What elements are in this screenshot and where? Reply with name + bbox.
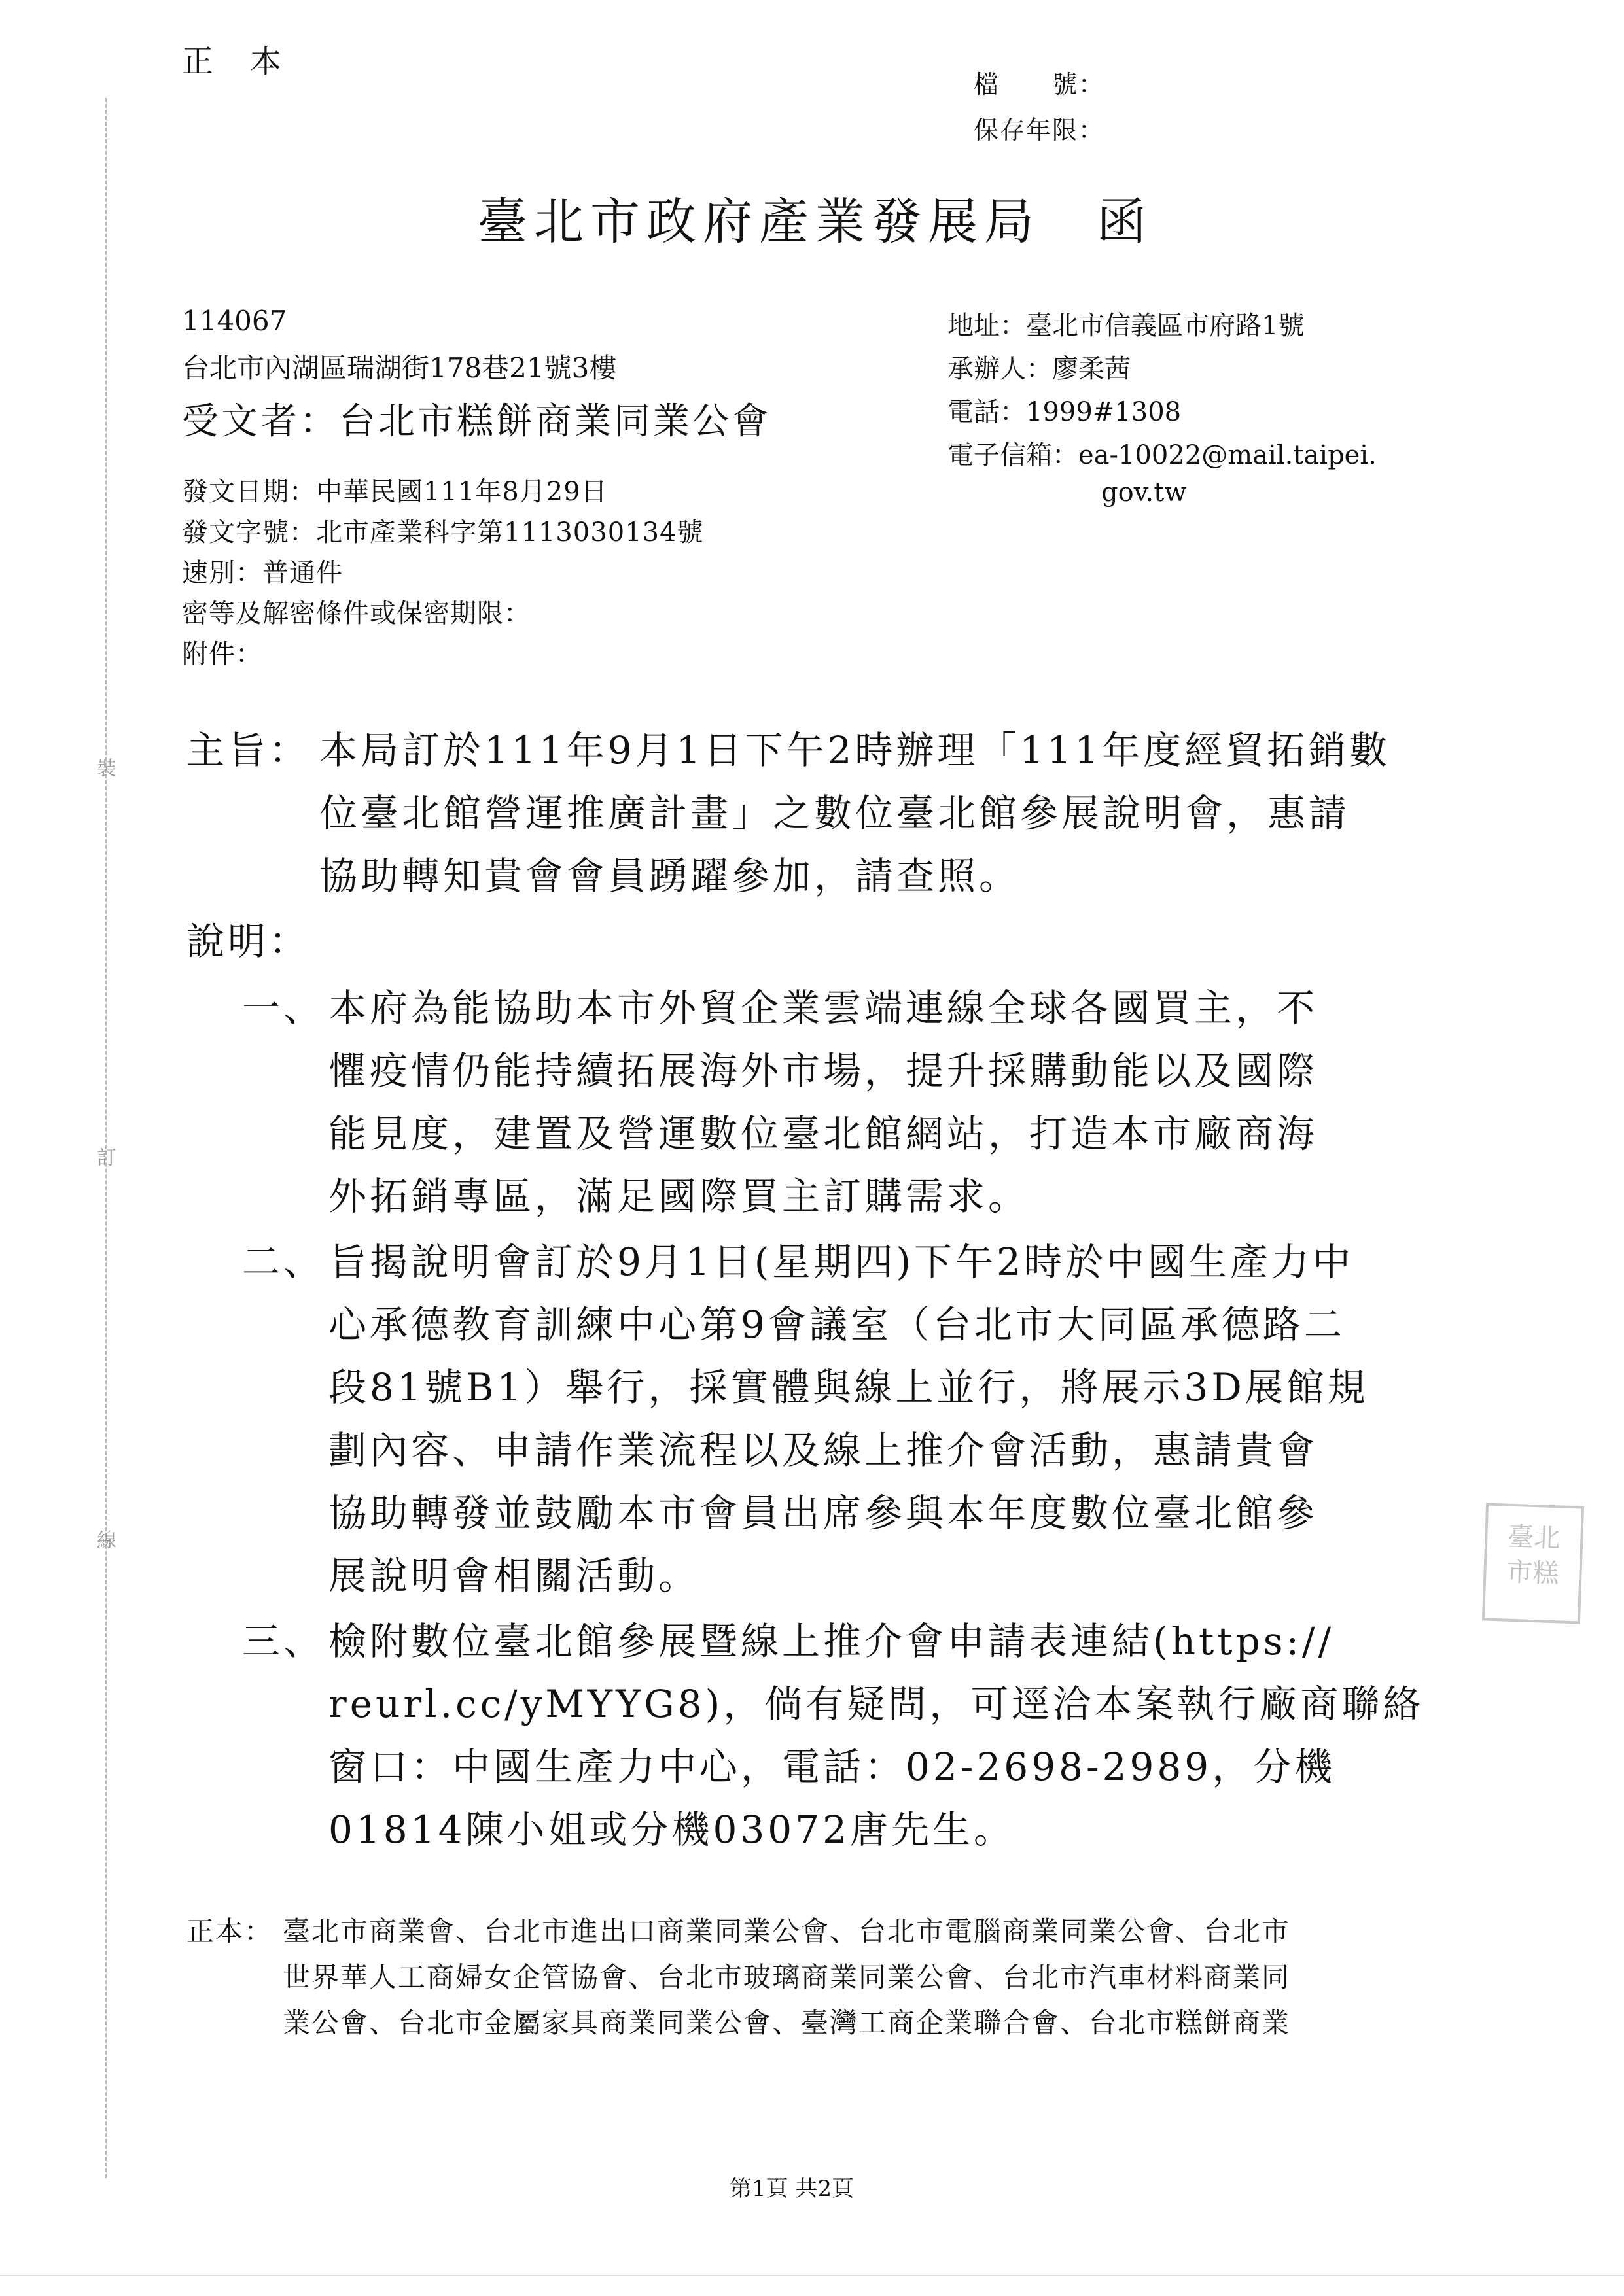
scan-edge-line [0,2275,1624,2276]
retention-period-label: 保存年限： [974,116,1105,145]
binding-line [105,98,107,2178]
item-line: 協助轉發並鼓勵本市會員出席參與本年度數位臺北館參 [328,1491,1318,1535]
issue-date: 發文日期：中華民國111年8月29日 [182,477,608,507]
subject-line: 位臺北館營運推廣計畫」之數位臺北館參展說明會，惠請 [319,791,1350,835]
item-line: 心承德教育訓練中心第9會議室（台北市大同區承德路二 [328,1302,1345,1347]
item-marker: 二、 [242,1240,325,1284]
cc-line: 世界華人工商婦女企管協會、台北市玻璃商業同業公會、台北市汽車材料商業同 [283,1961,1291,1993]
recipient-name: 受文者：台北市糕餅商業同業公會 [182,400,771,443]
officer-in-charge: 承辦人：廖柔茜 [947,354,1131,384]
item-line: 窗口：中國生產力中心，電話：02-2698-2989，分機 [328,1745,1336,1789]
sender-address: 地址：臺北市信義區市府路1號 [947,311,1305,341]
item-marker: 三、 [242,1619,325,1663]
item-line: 旨揭說明會訂於9月1日(星期四)下午2時於中國生產力中 [328,1240,1354,1284]
item-line: 檢附數位臺北館參展暨線上推介會申請表連結(https:// [328,1619,1335,1663]
cc-line: 業公會、台北市金屬家具商業同業公會、臺灣工商企業聯合會、台北市糕餅商業 [283,2007,1291,2039]
item-line: 展說明會相關活動。 [328,1554,700,1598]
explanation-label: 說明： [186,919,311,964]
subject-label: 主旨： [186,728,311,773]
item-line: 01814陳小姐或分機03072唐先生。 [328,1807,1015,1852]
item-line: 劃內容、申請作業流程以及線上推介會活動，惠請貴會 [328,1428,1318,1472]
sender-email-continued: gov.tw [1101,478,1187,508]
subject-line: 本局訂於111年9月1日下午2時辦理「111年度經貿拓銷數 [319,728,1391,773]
binding-mark-zhuang: 裝 [97,757,116,780]
sender-phone: 電話：1999#1308 [947,397,1182,427]
item-marker: 一、 [242,986,325,1030]
item-line: 外拓銷專區，滿足國際買主訂購需求。 [328,1174,1030,1219]
item-line: 能見度，建置及營運數位臺北館網站，打造本市廠商海 [328,1111,1318,1156]
item-line: reurl.cc/yMYYG8)，倘有疑問，可逕洽本案執行廠商聯絡 [328,1682,1424,1726]
faded-stamp: 臺北 市糕 [1482,1503,1584,1624]
item-line: 懼疫情仍能持續拓展海外市場，提升採購動能以及國際 [328,1049,1318,1093]
document-title: 臺北市政府產業發展局 函 [478,192,1153,251]
cc-line: 臺北市商業會、台北市進出口商業同業公會、台北市電腦商業同業公會、台北市 [283,1915,1291,1947]
recipient-address: 台北市內湖區瑞湖街178巷21號3樓 [182,352,617,384]
sender-email: 電子信箱：ea-10022@mail.taipei. [947,440,1377,470]
binding-mark-xian: 線 [97,1529,116,1552]
attachment-label: 附件： [182,639,262,669]
item-line: 本府為能協助本市外貿企業雲端連線全球各國買主，不 [328,986,1318,1030]
binding-mark-ding: 訂 [97,1147,116,1170]
file-number-label: 檔 號： [974,70,1105,99]
postal-code: 114067 [182,305,287,337]
page-number: 第1頁 共2頁 [730,2176,855,2202]
item-line: 段81號B1）舉行，採實體與線上並行，將展示3D展館規 [328,1365,1369,1410]
security-level: 密等及解密條件或保密期限： [182,599,531,629]
document-number: 發文字號：北市產業科字第1113030134號 [182,517,704,548]
delivery-speed: 速別：普通件 [182,558,343,588]
copy-mark: 正本 [182,43,319,80]
cc-label: 正本： [186,1915,274,1947]
subject-line: 協助轉知貴會會員踴躍參加，請查照。 [319,854,1021,898]
